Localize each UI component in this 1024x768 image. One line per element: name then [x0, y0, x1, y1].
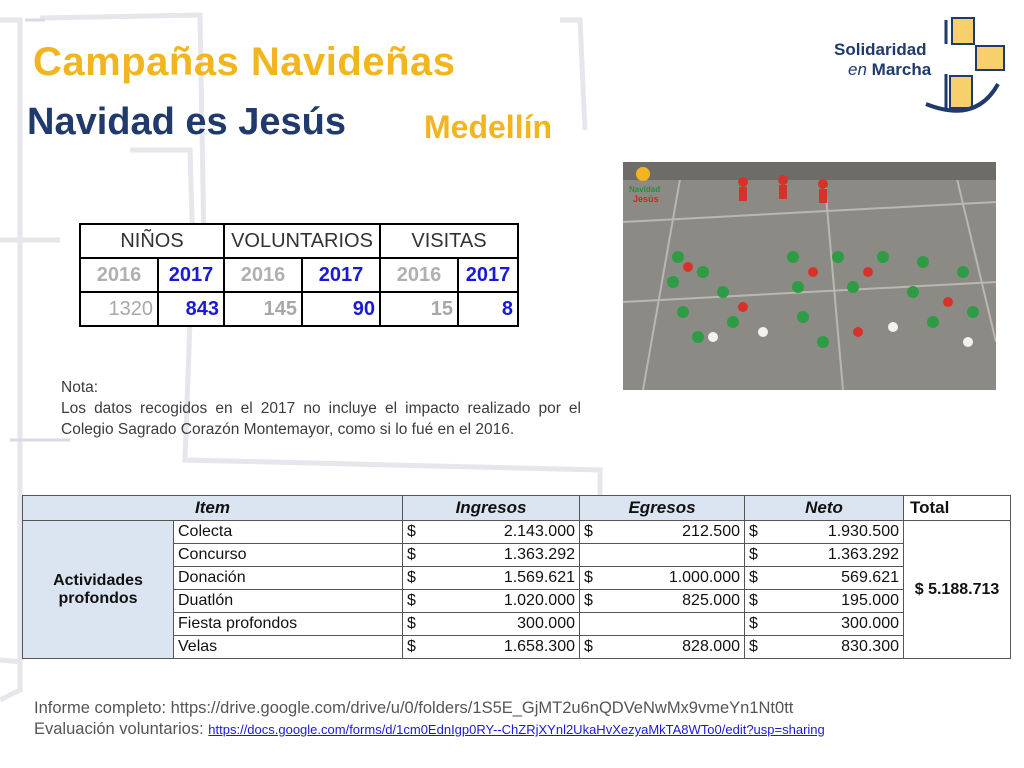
currency-sign: $: [745, 521, 768, 544]
row-name: Fiesta profondos: [174, 613, 403, 636]
currency-sign: $: [580, 567, 603, 590]
kpi-voluntarios-2016: 145: [224, 292, 302, 326]
currency-sign: $: [403, 636, 426, 659]
row-ingresos: 1.658.300: [425, 636, 580, 659]
grand-total: $ 5.188.713: [904, 521, 1011, 659]
kpi-header-voluntarios: VOLUNTARIOS: [224, 224, 380, 258]
evaluacion-link[interactable]: https://docs.google.com/forms/d/1cm0EdnIgp0RY--ChZRjXYnl2UkaHvXezyaMkTA8WTo0/edit?usp=sharing: [208, 722, 825, 737]
participation-table: [79, 223, 519, 327]
col-header-item: Item: [23, 496, 403, 521]
row-ingresos: 1.569.621: [425, 567, 580, 590]
row-name: Velas: [174, 636, 403, 659]
kpi-visitas-2016: 15: [380, 292, 458, 326]
kpi-year-2016: 2016: [380, 258, 458, 292]
informe-url[interactable]: https://drive.google.com/drive/u/0/folders/1S5E_GjMT2u6nQDVeNwMx9vmeYn1Nt0tt: [170, 699, 794, 717]
kpi-ninos-2016: 1320: [80, 292, 158, 326]
currency-sign: $: [403, 567, 426, 590]
logo-text-marcha: Marcha: [871, 60, 932, 79]
currency-sign: $: [580, 590, 603, 613]
row-neto: 300.000: [767, 613, 904, 636]
svg-text:Navidad: Navidad: [629, 185, 661, 194]
row-neto: 569.621: [767, 567, 904, 590]
col-header-total: Total: [904, 496, 1011, 521]
currency-sign: $: [403, 544, 426, 567]
kpi-year-2017: 2017: [302, 258, 380, 292]
currency-empty: [580, 613, 603, 636]
row-egresos: 825.000: [602, 590, 745, 613]
row-neto: 195.000: [767, 590, 904, 613]
logo-text-solidaridad: Solidaridad: [834, 40, 927, 59]
row-ingresos: 1.020.000: [425, 590, 580, 613]
currency-sign: $: [745, 636, 768, 659]
row-name: Concurso: [174, 544, 403, 567]
col-header-egresos: Egresos: [580, 496, 745, 521]
kpi-header-ninos: NIÑOS: [80, 224, 224, 258]
volunteers-photo-image: [623, 162, 996, 390]
row-neto: 1.930.500: [767, 521, 904, 544]
col-header-ingresos: Ingresos: [403, 496, 580, 521]
evaluacion-label: Evaluación voluntarios:: [34, 720, 204, 738]
row-egresos: 828.000: [602, 636, 745, 659]
note-block: [61, 377, 581, 440]
row-neto: 830.300: [767, 636, 904, 659]
kpi-year-2017: 2017: [458, 258, 518, 292]
row-egresos: [602, 544, 745, 567]
informe-line: [34, 698, 825, 719]
informe-label: Informe completo:: [34, 699, 167, 717]
currency-sign: $: [580, 636, 603, 659]
row-ingresos: 2.143.000: [425, 521, 580, 544]
campaign-name: Navidad es Jesús: [27, 101, 346, 143]
kpi-year-2016: 2016: [224, 258, 302, 292]
logo-text-en: en: [848, 60, 867, 79]
row-egresos: 1.000.000: [602, 567, 745, 590]
evaluacion-line: [34, 719, 825, 740]
kpi-header-visitas: VISITAS: [380, 224, 518, 258]
svg-text:Jesús: Jesús: [633, 194, 659, 204]
page-title: Campañas Navideñas: [33, 40, 456, 84]
currency-sign: $: [745, 567, 768, 590]
table-row: [23, 521, 1011, 544]
row-ingresos: 1.363.292: [425, 544, 580, 567]
col-header-neto: Neto: [745, 496, 904, 521]
city-name: Medellín: [424, 109, 553, 145]
note-text: Los datos recogidos en el 2017 no incluye el impacto realizado por el Colegio Sagrado Corazón Montemayor, como si lo fué en el 2016.: [61, 400, 581, 438]
currency-sign: $: [745, 544, 768, 567]
row-name: Colecta: [174, 521, 403, 544]
currency-sign: $: [745, 590, 768, 613]
finance-table: [22, 495, 1011, 659]
row-name: Duatlón: [174, 590, 403, 613]
currency-empty: [580, 544, 603, 567]
currency-sign: $: [403, 613, 426, 636]
kpi-visitas-2017: 8: [458, 292, 518, 326]
row-egresos: [602, 613, 745, 636]
currency-sign: $: [745, 613, 768, 636]
group-label: Actividades profondos: [23, 521, 174, 659]
row-name: Donación: [174, 567, 403, 590]
kpi-ninos-2017: 843: [158, 292, 224, 326]
logo-text-en-marcha: [848, 60, 931, 80]
note-label: Nota:: [61, 379, 99, 396]
group-photo: [623, 162, 996, 390]
links-block: [34, 698, 825, 740]
currency-sign: $: [580, 521, 603, 544]
kpi-year-2016: 2016: [80, 258, 158, 292]
organization-logo: [826, 14, 1012, 120]
kpi-voluntarios-2017: 90: [302, 292, 380, 326]
row-ingresos: 300.000: [425, 613, 580, 636]
kpi-year-2017: 2017: [158, 258, 224, 292]
row-neto: 1.363.292: [767, 544, 904, 567]
currency-sign: $: [403, 521, 426, 544]
row-egresos: 212.500: [602, 521, 745, 544]
currency-sign: $: [403, 590, 426, 613]
